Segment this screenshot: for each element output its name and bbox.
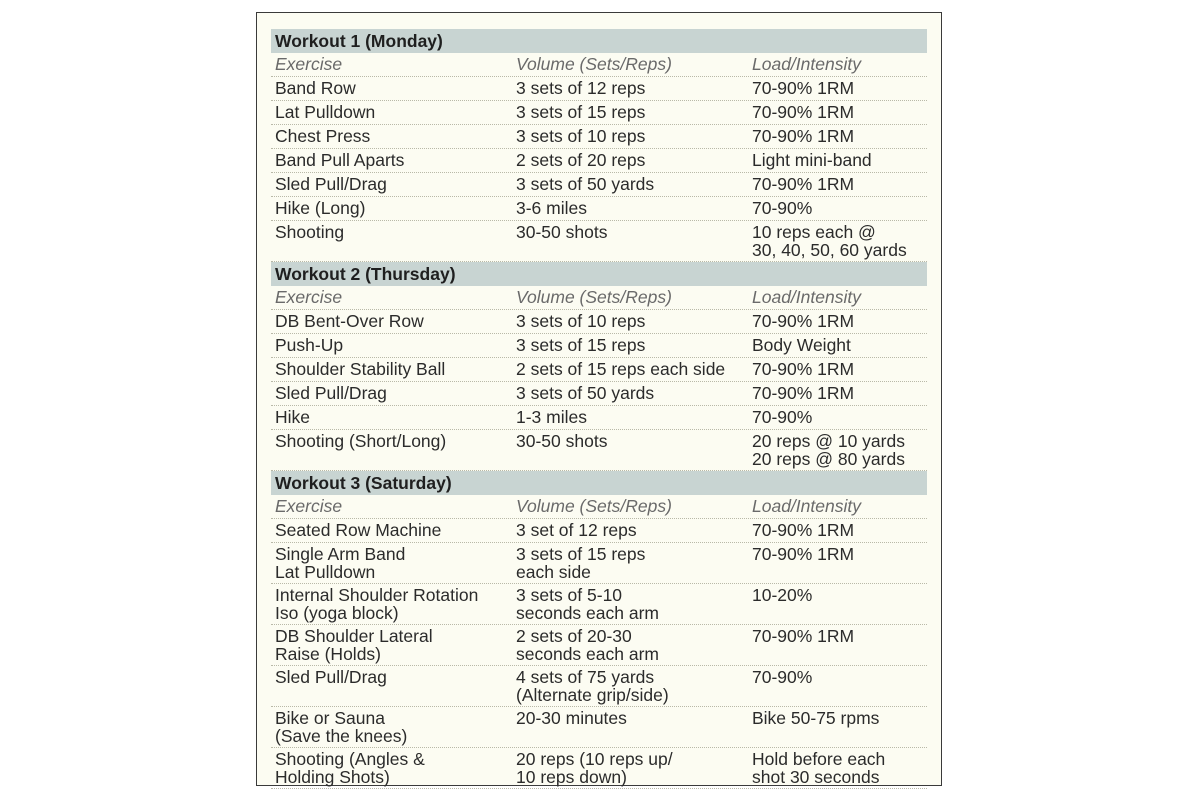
volume-cell-line: 3 sets of 15 reps — [516, 102, 646, 122]
table-row — [271, 430, 927, 471]
load-cell-line: 70-90% 1RM — [752, 126, 855, 146]
exercise-cell — [271, 200, 516, 218]
workout-section — [271, 262, 927, 471]
table-row — [271, 149, 927, 173]
workout-schedule-card — [256, 12, 942, 786]
column-header-row — [271, 286, 927, 310]
exercise-cell-line: Iso (yoga block) — [275, 602, 399, 623]
volume-cell-line: 10 reps down) — [516, 766, 627, 787]
exercise-cell-line: Hike (Long) — [275, 198, 366, 218]
volume-cell-line: 3 sets of 10 reps — [516, 311, 646, 331]
table-row — [271, 406, 927, 430]
exercise-cell — [271, 587, 516, 622]
volume-cell — [516, 409, 752, 427]
exercise-cell-line: Shooting — [275, 222, 345, 242]
column-header: Exercise — [275, 496, 343, 516]
table-row — [271, 543, 927, 584]
load-cell-line: 70-90% 1RM — [752, 78, 855, 98]
column-header: Volume (Sets/Reps) — [516, 287, 672, 307]
exercise-cell-line: Shoulder Stability Ball — [275, 359, 446, 379]
volume-cell — [516, 128, 752, 146]
load-cell-line: Bike 50-75 rpms — [752, 708, 880, 728]
exercise-cell-line: Sled Pull/Drag — [275, 383, 387, 403]
load-cell-line: 70-90% 1RM — [752, 102, 855, 122]
exercise-cell — [271, 628, 516, 663]
load-cell — [752, 104, 927, 122]
table-row — [271, 666, 927, 707]
exercise-cell — [271, 337, 516, 355]
volume-cell — [516, 587, 752, 622]
volume-cell-line: (Alternate grip/side) — [516, 684, 669, 705]
column-header: Exercise — [275, 54, 343, 74]
table-row — [271, 221, 927, 262]
exercise-cell — [271, 224, 516, 259]
exercise-cell-line: Holding Shots) — [275, 766, 390, 787]
load-cell-line: 70-90% 1RM — [752, 311, 855, 331]
exercise-cell-line: Hike — [275, 407, 311, 427]
volume-cell — [516, 104, 752, 122]
volume-cell-line: 3 sets of 12 reps — [516, 78, 646, 98]
volume-cell — [516, 224, 752, 259]
exercise-cell-line: Single Arm Band — [275, 544, 406, 564]
load-cell — [752, 80, 927, 98]
load-cell — [752, 176, 927, 194]
workout-title: Workout 2 (Thursday) — [271, 262, 927, 286]
load-cell-line: 70-90% 1RM — [752, 383, 855, 403]
column-header: Volume (Sets/Reps) — [516, 54, 672, 74]
volume-cell-line: 3 sets of 10 reps — [516, 126, 646, 146]
table-row — [271, 173, 927, 197]
exercise-cell-line: Lat Pulldown — [275, 102, 376, 122]
volume-cell — [516, 433, 752, 468]
load-cell — [752, 409, 927, 427]
load-cell-line: 20 reps @ 10 yards — [752, 431, 905, 451]
table-row — [271, 382, 927, 406]
workout-title: Workout 1 (Monday) — [271, 29, 927, 53]
volume-cell — [516, 80, 752, 98]
volume-cell — [516, 710, 752, 745]
volume-cell — [516, 337, 752, 355]
column-header: Load/Intensity — [752, 496, 861, 516]
column-header: Exercise — [275, 287, 343, 307]
volume-cell-line: 1-3 miles — [516, 407, 587, 427]
exercise-cell-line: Internal Shoulder Rotation — [275, 585, 479, 605]
table-row — [271, 125, 927, 149]
load-cell-line: 10-20% — [752, 585, 813, 605]
load-cell — [752, 224, 927, 259]
load-cell-line: 20 reps @ 80 yards — [752, 448, 905, 469]
exercise-cell-line: Shooting (Short/Long) — [275, 431, 447, 451]
table-row — [271, 310, 927, 334]
load-cell-line: 70-90% 1RM — [752, 626, 855, 646]
volume-cell — [516, 152, 752, 170]
load-cell-line: 70-90% 1RM — [752, 174, 855, 194]
exercise-cell — [271, 522, 516, 540]
volume-cell-line: 3 sets of 50 yards — [516, 174, 655, 194]
exercise-cell-line: Chest Press — [275, 126, 371, 146]
load-cell — [752, 361, 927, 379]
exercise-cell-line: DB Bent-Over Row — [275, 311, 424, 331]
volume-cell-line: 30-50 shots — [516, 222, 608, 242]
volume-cell-line: 3 sets of 15 reps — [516, 544, 646, 564]
volume-cell — [516, 361, 752, 379]
workout-tables — [271, 29, 927, 789]
exercise-cell-line: DB Shoulder Lateral — [275, 626, 433, 646]
load-cell — [752, 385, 927, 403]
load-cell-line: 10 reps each @ — [752, 222, 876, 242]
volume-cell — [516, 200, 752, 218]
exercise-cell-line: Seated Row Machine — [275, 520, 442, 540]
workout-title: Workout 3 (Saturday) — [271, 471, 927, 495]
exercise-cell — [271, 546, 516, 581]
volume-cell-line: 2 sets of 15 reps each side — [516, 359, 726, 379]
exercise-cell — [271, 751, 516, 786]
column-header-row — [271, 495, 927, 519]
load-cell — [752, 128, 927, 146]
volume-cell-line: 3 sets of 5-10 — [516, 585, 623, 605]
load-cell-line: shot 30 seconds — [752, 766, 880, 787]
load-cell-line: Light mini-band — [752, 150, 872, 170]
load-cell-line: 70-90% — [752, 407, 813, 427]
exercise-cell — [271, 710, 516, 745]
exercise-cell-line: Sled Pull/Drag — [275, 667, 387, 687]
exercise-cell — [271, 433, 516, 468]
volume-cell-line: seconds each arm — [516, 643, 659, 664]
exercise-cell — [271, 669, 516, 704]
exercise-cell — [271, 128, 516, 146]
exercise-cell — [271, 361, 516, 379]
exercise-cell-line: Band Row — [275, 78, 356, 98]
column-header: Load/Intensity — [752, 287, 861, 307]
column-header: Load/Intensity — [752, 54, 861, 74]
exercise-cell — [271, 152, 516, 170]
volume-cell-line: 2 sets of 20 reps — [516, 150, 646, 170]
load-cell — [752, 628, 927, 663]
load-cell-line: 30, 40, 50, 60 yards — [752, 239, 907, 260]
exercise-cell — [271, 385, 516, 403]
column-header-row — [271, 53, 927, 77]
column-header: Volume (Sets/Reps) — [516, 496, 672, 516]
exercise-cell-line: Sled Pull/Drag — [275, 174, 387, 194]
table-row — [271, 197, 927, 221]
workout-section — [271, 29, 927, 262]
load-cell-line: Hold before each — [752, 749, 886, 769]
volume-cell — [516, 313, 752, 331]
volume-cell-line: 3 sets of 15 reps — [516, 335, 646, 355]
volume-cell — [516, 751, 752, 786]
exercise-cell — [271, 409, 516, 427]
volume-cell — [516, 385, 752, 403]
exercise-cell-line: Band Pull Aparts — [275, 150, 405, 170]
load-cell — [752, 522, 927, 540]
table-row — [271, 358, 927, 382]
load-cell — [752, 152, 927, 170]
table-row — [271, 625, 927, 666]
table-row — [271, 77, 927, 101]
volume-cell-line: 3-6 miles — [516, 198, 587, 218]
workout-section — [271, 471, 927, 789]
exercise-cell — [271, 176, 516, 194]
load-cell — [752, 669, 927, 704]
table-row — [271, 748, 927, 789]
volume-cell-line: each side — [516, 561, 591, 582]
exercise-cell — [271, 313, 516, 331]
volume-cell-line: 20-30 minutes — [516, 708, 627, 728]
load-cell — [752, 710, 927, 745]
load-cell-line: 70-90% — [752, 198, 813, 218]
exercise-cell — [271, 104, 516, 122]
volume-cell-line: seconds each arm — [516, 602, 659, 623]
exercise-cell-line: Shooting (Angles & — [275, 749, 425, 769]
exercise-cell-line: (Save the knees) — [275, 725, 408, 746]
volume-cell-line: 30-50 shots — [516, 431, 608, 451]
load-cell-line: 70-90% — [752, 667, 813, 687]
load-cell — [752, 337, 927, 355]
exercise-cell-line: Lat Pulldown — [275, 561, 376, 582]
load-cell — [752, 546, 927, 581]
load-cell — [752, 751, 927, 786]
volume-cell-line: 2 sets of 20-30 — [516, 626, 632, 646]
volume-cell-line: 3 sets of 50 yards — [516, 383, 655, 403]
load-cell-line: 70-90% 1RM — [752, 544, 855, 564]
table-row — [271, 334, 927, 358]
exercise-cell-line: Raise (Holds) — [275, 643, 381, 664]
load-cell-line: 70-90% 1RM — [752, 359, 855, 379]
volume-cell — [516, 546, 752, 581]
load-cell — [752, 200, 927, 218]
volume-cell-line: 3 set of 12 reps — [516, 520, 637, 540]
exercise-cell-line: Push-Up — [275, 335, 344, 355]
exercise-cell-line: Bike or Sauna — [275, 708, 385, 728]
exercise-cell — [271, 80, 516, 98]
volume-cell — [516, 176, 752, 194]
table-row — [271, 584, 927, 625]
volume-cell — [516, 628, 752, 663]
volume-cell — [516, 522, 752, 540]
table-row — [271, 101, 927, 125]
load-cell — [752, 313, 927, 331]
volume-cell-line: 20 reps (10 reps up/ — [516, 749, 673, 769]
load-cell — [752, 587, 927, 622]
load-cell-line: 70-90% 1RM — [752, 520, 855, 540]
load-cell — [752, 433, 927, 468]
volume-cell-line: 4 sets of 75 yards — [516, 667, 655, 687]
load-cell-line: Body Weight — [752, 335, 851, 355]
volume-cell — [516, 669, 752, 704]
table-row — [271, 519, 927, 543]
table-row — [271, 707, 927, 748]
